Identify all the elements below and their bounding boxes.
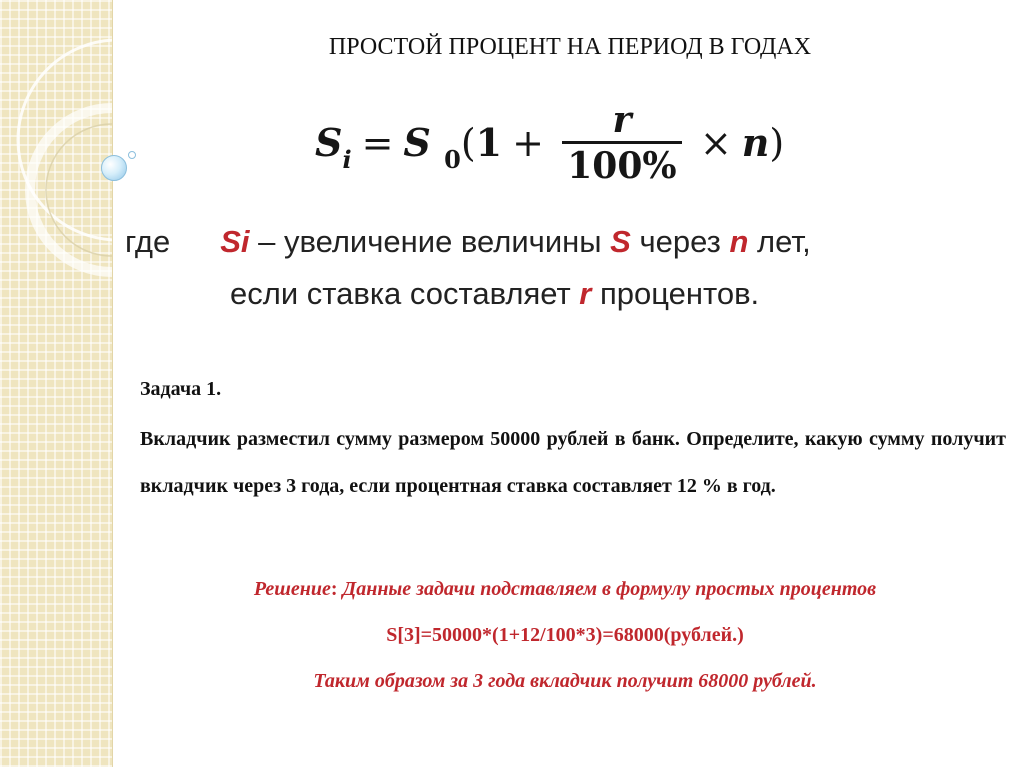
formula-one: 1: [475, 120, 503, 165]
fraction-numerator: r: [612, 98, 632, 141]
formula-times: ×: [699, 121, 732, 165]
fraction-bar: [562, 141, 682, 144]
task-title: Задача 1.: [140, 378, 222, 400]
solution-line-2: S[3]=50000*(1+12/100*3)=68000(рублей.): [386, 624, 744, 646]
formula-close-paren: ): [769, 121, 785, 165]
formula-plus: +: [512, 121, 544, 165]
term-r: r: [579, 276, 592, 311]
formula-n: n: [741, 120, 770, 165]
decorative-side-strip: [0, 0, 113, 767]
term-s: S: [610, 224, 631, 259]
bubble-decoration: [101, 155, 127, 181]
definition-line-2: если ставка составляет r процентов.: [230, 276, 760, 311]
decorative-rings: [0, 0, 112, 767]
task-text: Вкладчик разместил сумму размером 50000 рублей в банк. Определите, какую сумму получит вкладчик через 3 года, если процентная ставка составляет 12 % в год.: [140, 428, 1006, 497]
solution-block: [140, 566, 990, 704]
solution-label: Решение: [253, 578, 331, 600]
formula-open-paren: (: [460, 121, 476, 165]
small-bubble-decoration: [128, 151, 136, 159]
slide-title: ПРОСТОЙ ПРОЦЕНТ НА ПЕРИОД В ГОДАХ: [328, 34, 812, 60]
solution-line-3: Таким образом за 3 года вкладчик получит 68000 рублей.: [313, 670, 817, 692]
formula-s0: S $_0$: [403, 120, 461, 174]
formula-si: $S_i$: [315, 120, 352, 174]
simple-interest-formula: [315, 88, 784, 198]
formula-equals: =: [361, 121, 394, 165]
formula-fraction: [562, 98, 682, 188]
definition-line-1: где Si – увеличение величины S через n лет,: [125, 224, 811, 259]
fraction-denominator: 100%: [567, 145, 677, 188]
where-word: где: [125, 224, 171, 259]
term-n: n: [729, 224, 749, 259]
solution-line-1: Решение: Данные задачи подставляем в формулу простых процентов: [253, 578, 877, 600]
term-si: Si: [220, 224, 250, 259]
